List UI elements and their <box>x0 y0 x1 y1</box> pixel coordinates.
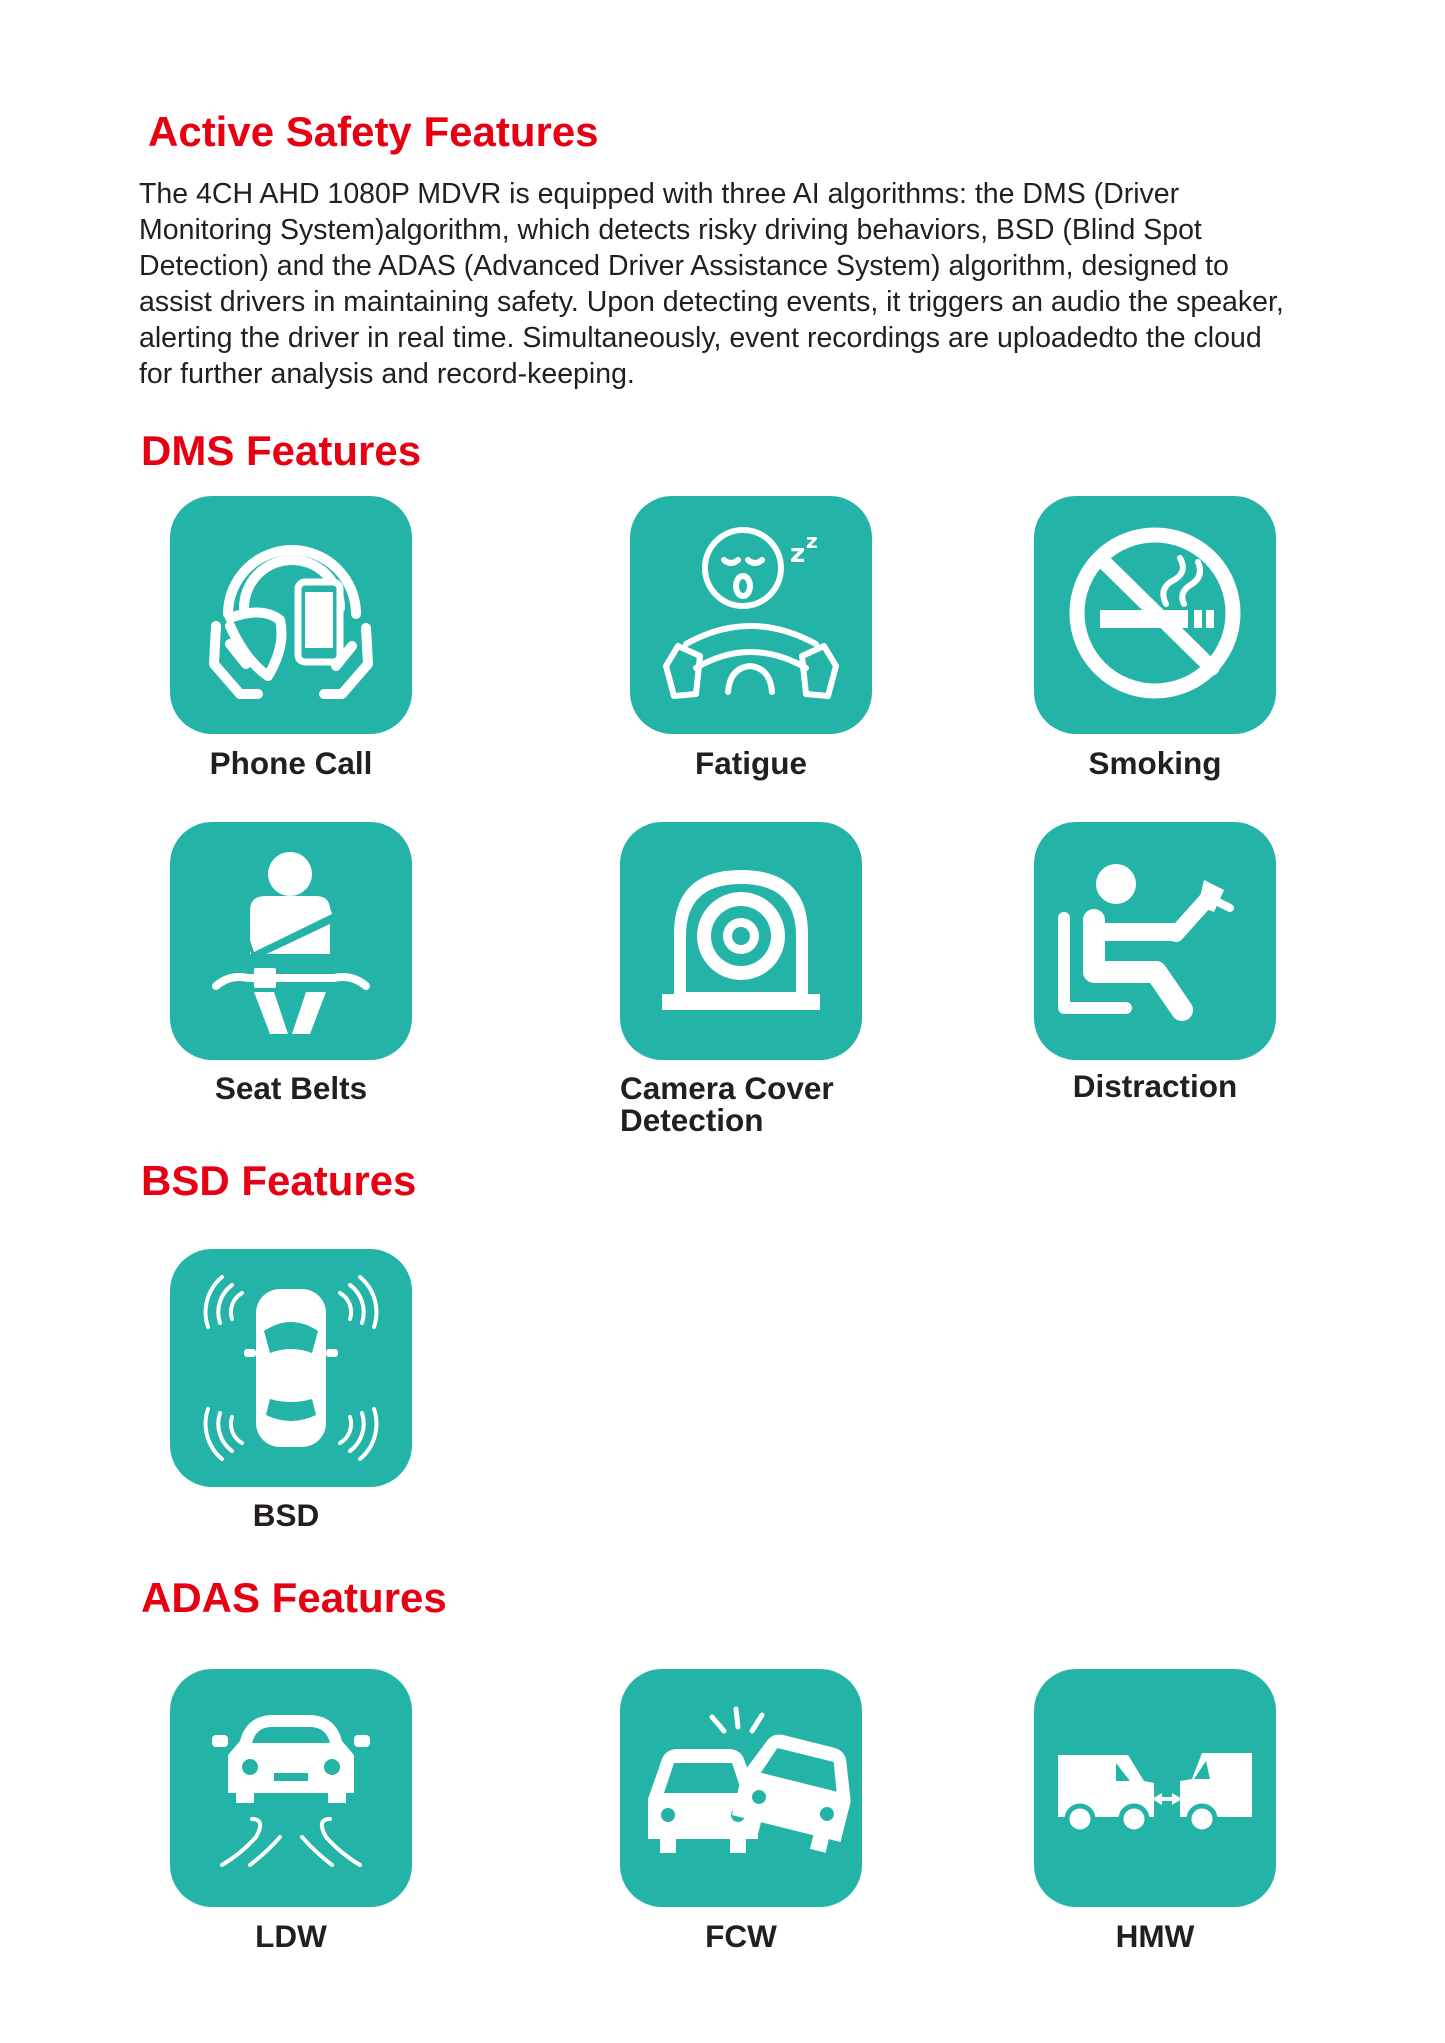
blind-spot-icon <box>170 1249 412 1487</box>
camera-cover-icon <box>620 822 862 1060</box>
seat-belts-label: Seat Belts <box>214 1070 368 1106</box>
intro-line: alerting the driver in real time. Simultaneously, event recordings are uploadedto the cloud <box>139 322 1262 354</box>
seat-belt-tile <box>170 822 412 1060</box>
intro-paragraph <box>139 176 1329 392</box>
dms-section-title: DMS Features <box>141 427 422 474</box>
camera-cover-label-line2: Detection <box>620 1102 764 1138</box>
bsd-label: BSD <box>252 1497 320 1533</box>
seat-belt-icon <box>170 822 412 1060</box>
distraction-label: Distraction <box>1072 1068 1238 1104</box>
hmw-label: HMW <box>1115 1918 1195 1954</box>
svg-text:z: z <box>790 539 806 569</box>
intro-line: assist drivers in maintaining safety. Upon detecting events, it triggers an audio the speaker, <box>139 286 1284 318</box>
camera-cover-label-line1: Camera Cover <box>620 1070 834 1106</box>
fcw-label: FCW <box>705 1918 777 1954</box>
smoking-label: Smoking <box>1088 745 1222 781</box>
ldw-tile <box>170 1669 412 1907</box>
ldw-label: LDW <box>255 1918 327 1954</box>
distraction-icon <box>1034 822 1276 1060</box>
intro-line: Monitoring System)algorithm, which detects risky driving behaviors, BSD (Blind Spot <box>139 214 1202 246</box>
phone-call-tile <box>170 496 412 734</box>
lane-departure-icon <box>170 1669 412 1907</box>
bsd-section-title: BSD Features <box>141 1157 417 1204</box>
phone-call-label: Phone Call <box>209 745 373 781</box>
smoking-tile <box>1034 496 1276 734</box>
page-title: Active Safety Features <box>148 108 599 155</box>
camera-cover-label <box>620 1072 880 1136</box>
fcw-tile <box>620 1669 862 1907</box>
forward-collision-icon <box>620 1669 862 1907</box>
bsd-tile <box>170 1249 412 1487</box>
phone-call-icon <box>170 496 412 734</box>
intro-line: Detection) and the ADAS (Advanced Driver Assistance System) algorithm, designed to <box>139 250 1229 282</box>
hmw-tile <box>1034 1669 1276 1907</box>
no-smoking-icon <box>1034 496 1276 734</box>
intro-line: The 4CH AHD 1080P MDVR is equipped with three AI algorithms: the DMS (Driver <box>139 178 1180 210</box>
intro-line: for further analysis and record-keeping. <box>139 358 635 390</box>
headway-monitoring-icon <box>1034 1669 1276 1907</box>
fatigue-tile <box>630 496 872 734</box>
adas-section-title: ADAS Features <box>141 1574 447 1621</box>
distraction-tile <box>1034 822 1276 1060</box>
fatigue-icon <box>630 496 872 734</box>
camera-cover-tile <box>620 822 862 1060</box>
svg-text:z: z <box>806 529 818 553</box>
fatigue-label: Fatigue <box>694 745 807 781</box>
